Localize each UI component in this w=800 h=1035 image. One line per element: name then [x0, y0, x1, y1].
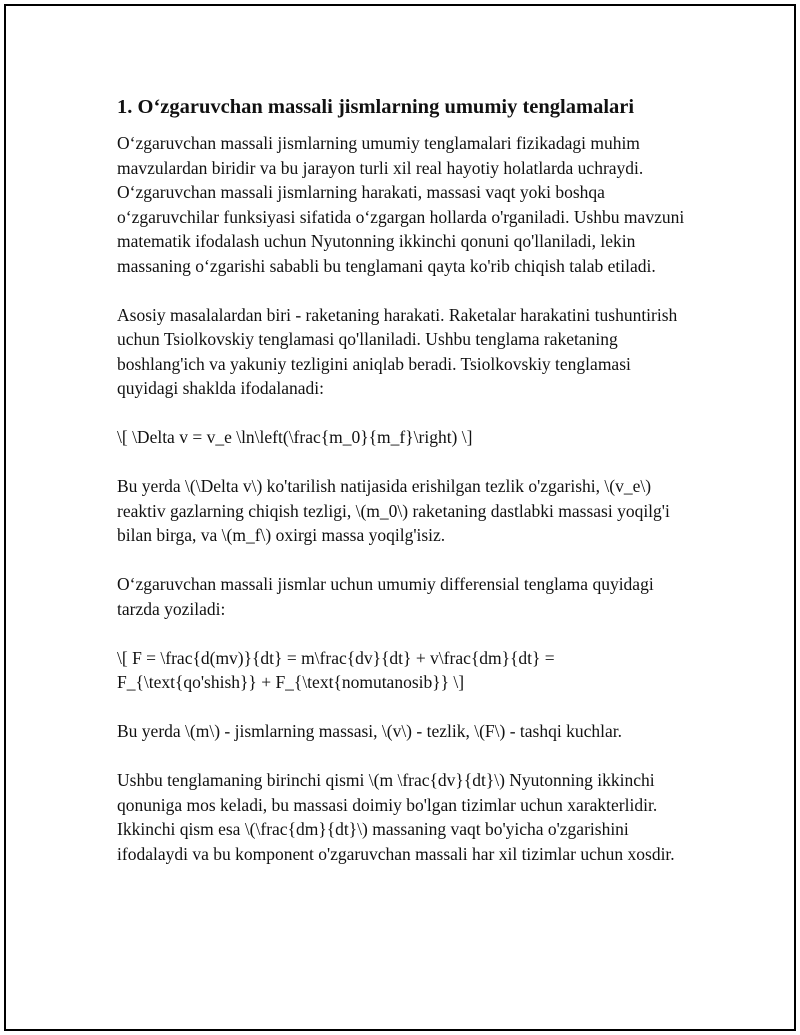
- paragraph-rocket: Asosiy masalalardan biri - raketaning harakati. Raketalar harakatini tushuntirish uchun Tsiolkovskiy tenglamasi qo'llaniladi. Ushbu tenglama raketaning boshlang'ich va yakuniy tezligini aniqlab beradi. Tsiolkovskiy tenglamasi quyidagi shaklda ifodalanadi:: [117, 304, 678, 398]
- document-body: [117, 92, 687, 891]
- equation-general-force: \[ F = \frac{d(mv)}{dt} = m\frac{dv}{dt} + v\frac{dm}{dt} = F_{\text{qo'shish}} + F_{\text{nomutanosib}} \]: [117, 647, 555, 692]
- paragraph-symbols: Bu yerda \(m\) - jismlarning massasi, \(v\) - tezlik, \(F\) - tashqi kuchlar.: [117, 721, 622, 741]
- paragraph-explanation: Ushbu tenglamaning birinchi qismi \(m \frac{dv}{dt}\) Nyutonning ikkinchi qonuniga mos keladi, bu massasi doimiy bo'lgan tizimlar uchun xarakterlidir. Ikkinchi qism esa \(\frac{dm}{dt}\) massaning vaqt bo'yicha o'zgarishini ifodalaydi va bu komponent o'zgaruvchan massali har xil tizimlar uchun xosdir.: [117, 770, 675, 864]
- paragraph-variables: Bu yerda \(\Delta v\) ko'tarilish natijasida erishilgan tezlik o'zgarishi, \(v_e\) reaktiv gazlarning chiqish tezligi, \(m_0\) raketaning dastlabki massasi yoqilg'i bilan birga, va \(m_f\) oxirgi massa yoqilg'isiz.: [117, 476, 670, 545]
- equation-tsiolkovsky: \[ \Delta v = v_e \ln\left(\frac{m_0}{m_f}\right) \]: [117, 427, 473, 447]
- section-title: 1. O‘zgaruvchan massali jismlarning umumiy tenglamalari: [117, 96, 635, 118]
- paragraph-differential-intro: O‘zgaruvchan massali jismlar uchun umumiy differensial tenglama quyidagi tarzda yoziladi:: [117, 574, 654, 619]
- paragraph-intro: O‘zgaruvchan massali jismlarning umumiy tenglamalari fizikadagi muhim mavzulardan biridir va bu jarayon turli xil real hayotiy holatlarda uchraydi. O‘zgaruvchan massali jismlarning harakati, massasi vaqt yoki boshqa o‘zgaruvchilar funksiyasi sifatida o‘zgargan hollarda o'rganiladi. Ushbu mavzuni matematik ifodalash uchun Nyutonning ikkinchi qonuni qo'llaniladi, lekin massaning o‘zgarishi sababli bu tenglamani qayta ko'rib chiqish talab etiladi.: [117, 133, 685, 276]
